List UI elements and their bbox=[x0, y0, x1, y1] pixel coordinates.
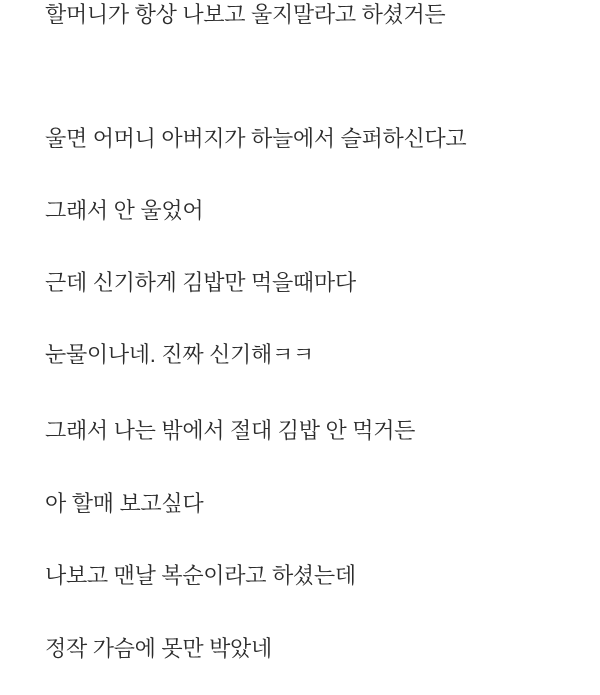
text-line-8: 나보고 맨날 복순이라고 하셨는데 bbox=[45, 563, 356, 588]
text-line-1: 할머니가 항상 나보고 울지말라고 하셨거든 bbox=[45, 2, 446, 27]
text-line-7: 아 할매 보고싶다 bbox=[45, 491, 204, 516]
text-line-5: 눈물이나네. 진짜 신기해ㅋㅋ bbox=[45, 342, 314, 367]
text-line-6: 그래서 나는 밖에서 절대 김밥 안 먹거든 bbox=[45, 418, 416, 443]
text-line-3: 그래서 안 울었어 bbox=[45, 198, 204, 223]
text-line-2: 울면 어머니 아버지가 하늘에서 슬퍼하신다고 bbox=[45, 126, 467, 151]
text-line-4: 근데 신기하게 김밥만 먹을때마다 bbox=[45, 270, 356, 295]
text-line-9: 정작 가슴에 못만 박았네 bbox=[45, 636, 272, 661]
